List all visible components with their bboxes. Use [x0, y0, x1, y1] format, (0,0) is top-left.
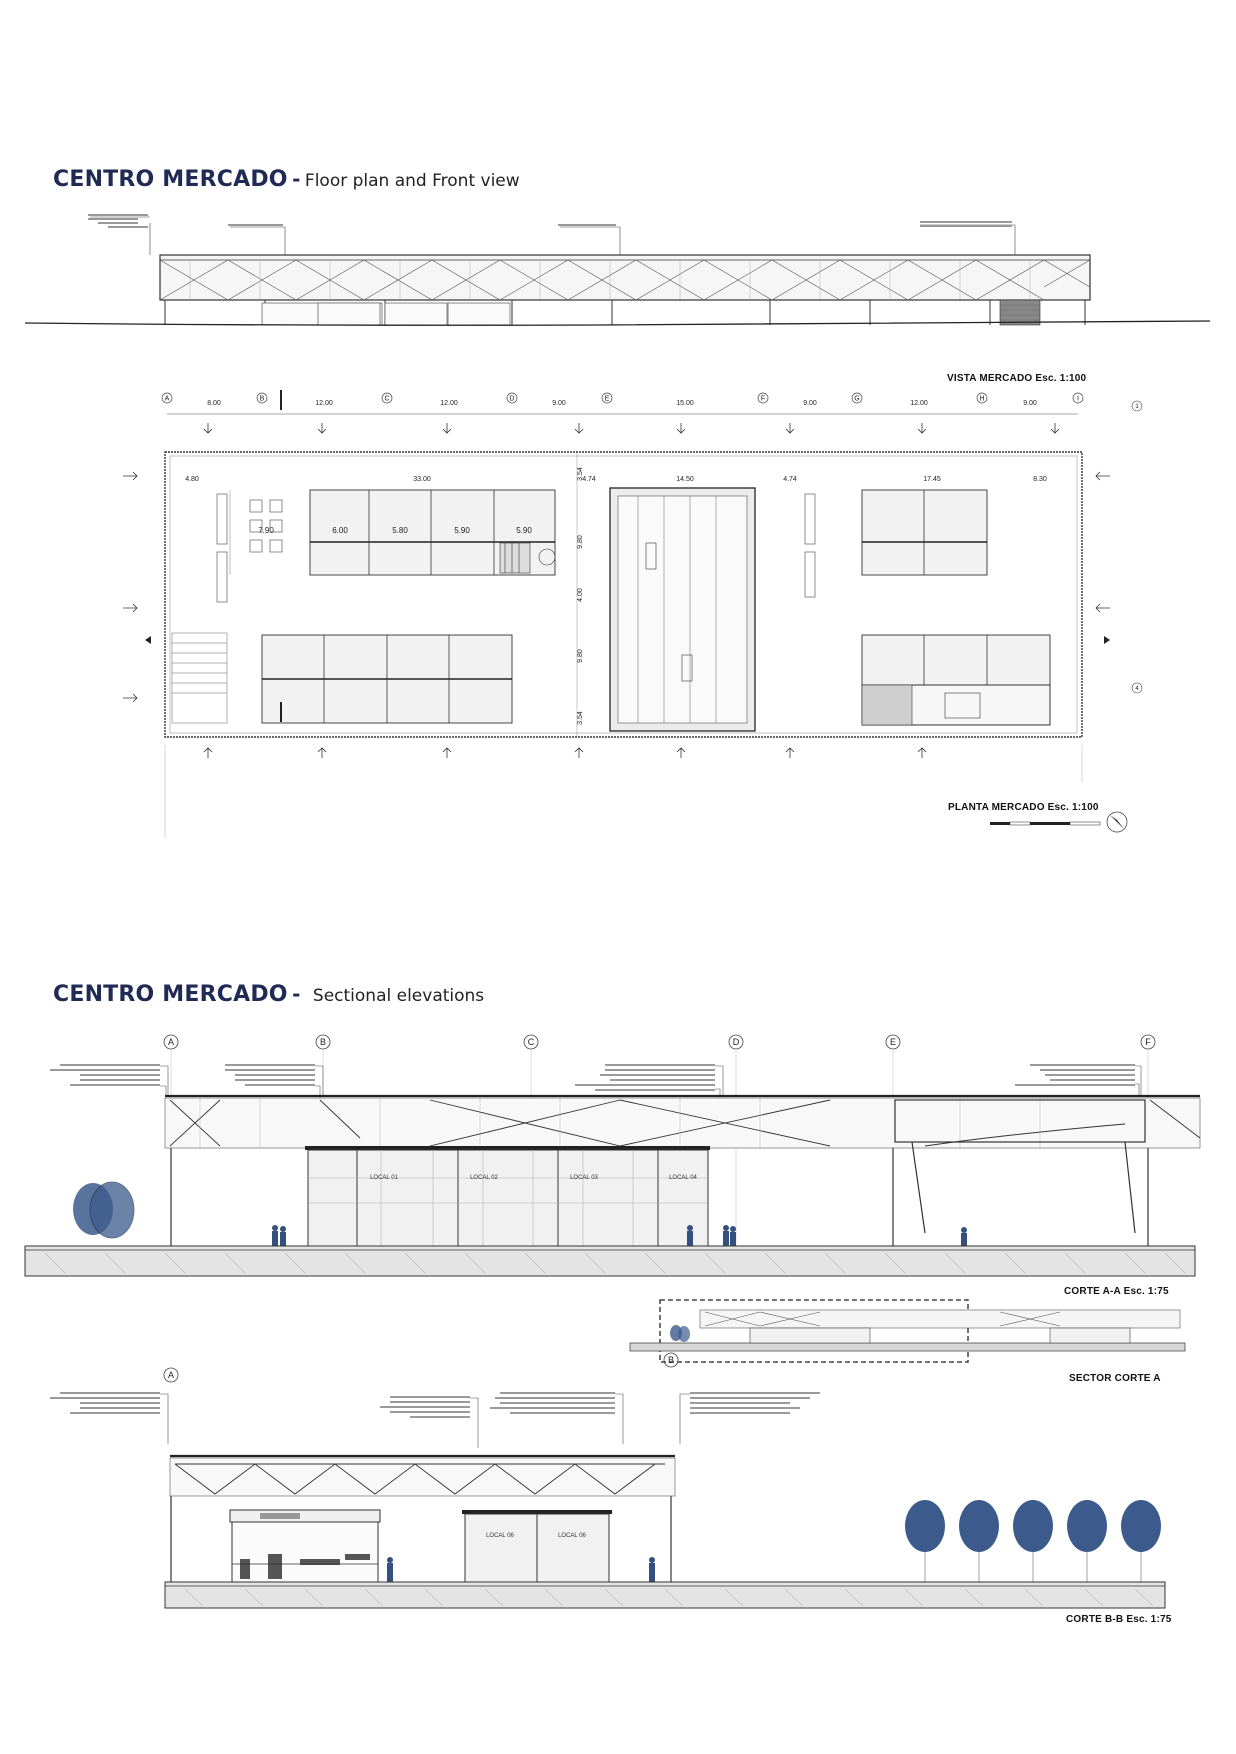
tree-icon	[959, 1500, 999, 1582]
stall-label: LOCAL 02	[470, 1175, 498, 1181]
section-heading-sections	[53, 982, 484, 1007]
vertical-dimension: 4.00	[577, 588, 584, 602]
axis-bubble	[1141, 1035, 1155, 1049]
floor-plan-drawing	[0, 390, 1236, 850]
inner-dimension: 17.45	[923, 476, 941, 483]
axis-bubble	[316, 1035, 330, 1049]
tree-icon	[905, 1500, 945, 1582]
axis-label: I	[1077, 395, 1079, 403]
axis-label: A	[167, 1037, 175, 1047]
axis-bubble	[382, 393, 392, 403]
heading-subtitle: Sectional elevations	[312, 986, 485, 1006]
axis-label: G	[854, 395, 860, 403]
plan-block-bottom-right	[862, 635, 1050, 725]
section-aa-ground	[25, 1246, 1195, 1276]
elevation-caption: VISTA MERCADO Esc. 1:100	[947, 373, 1087, 384]
row-dimension: 6.00	[332, 526, 348, 535]
axis-label: E	[604, 395, 610, 403]
inner-dimension: 33.00	[413, 476, 431, 483]
axis-bubble	[164, 1035, 178, 1049]
inner-dimension: 4.74	[783, 476, 797, 483]
heading-separator: -	[292, 982, 301, 1006]
axis-bubble	[602, 393, 612, 403]
heading-title: CENTRO MERCADO	[53, 982, 288, 1007]
person-icon	[272, 1225, 278, 1246]
vertical-dimension: 3.54	[577, 467, 584, 481]
vertical-dimension: 9.80	[577, 649, 584, 663]
tree-row	[905, 1500, 1161, 1582]
elevation-service-block	[1000, 300, 1040, 325]
section-aa-notes	[50, 1064, 1135, 1091]
person-icon	[723, 1225, 729, 1246]
axis-bubble	[507, 393, 517, 403]
vertical-dimension: 3.54	[577, 711, 584, 725]
axis-bubble	[729, 1035, 743, 1049]
heading-separator: -	[292, 167, 301, 191]
plan-caption: PLANTA MERCADO Esc. 1:100	[948, 802, 1099, 813]
axis-label: B	[319, 1037, 327, 1047]
plan-axis-row	[162, 393, 1083, 403]
span-dimension: 9.00	[552, 400, 566, 407]
stall-label: LOCAL 03	[570, 1175, 598, 1181]
axis-bubble	[1073, 393, 1083, 403]
stall-label: LOCAL 06	[486, 1533, 514, 1539]
span-dimension: 15.00	[676, 400, 694, 407]
plan-block-top-right	[805, 490, 987, 597]
plan-vertical-dimensions	[577, 467, 584, 725]
plan-row-markers	[1132, 401, 1142, 693]
person-icon	[280, 1226, 286, 1246]
section-heading-plan	[53, 167, 520, 192]
section-bb-notes	[50, 1392, 820, 1418]
axis-label: B	[667, 1355, 675, 1365]
axis-bubble	[852, 393, 862, 403]
axis-label: D	[732, 1037, 740, 1047]
plan-inner-dimensions	[185, 476, 1047, 483]
axis-bubble	[758, 393, 768, 403]
elevation-annotation-notes	[88, 214, 1012, 228]
stall-label: LOCAL 01	[370, 1175, 398, 1181]
plan-entry-arrows-top	[204, 423, 1059, 433]
plan-scale-bar	[990, 822, 1100, 825]
person-icon	[649, 1557, 655, 1582]
person-icon	[687, 1225, 693, 1246]
axis-label: C	[527, 1037, 535, 1047]
axis-bubble	[162, 393, 172, 403]
tree-icon	[1067, 1500, 1107, 1582]
inner-dimension: 8.30	[1033, 476, 1047, 483]
span-dimension: 12.00	[910, 400, 928, 407]
section-bb-caption: CORTE B-B Esc. 1:75	[1066, 1614, 1172, 1625]
axis-bubble	[257, 393, 267, 403]
tree-icon	[1013, 1500, 1053, 1582]
row-dimension: 7.90	[258, 526, 274, 535]
axis-label: B	[259, 395, 265, 403]
axis-label: A	[164, 395, 170, 403]
heading-title: CENTRO MERCADO	[53, 167, 288, 192]
axis-bubble	[886, 1035, 900, 1049]
plan-site-lines	[165, 745, 1082, 838]
span-dimension: 12.00	[315, 400, 333, 407]
plan-dining-area	[217, 490, 282, 602]
span-dimension: 9.00	[1023, 400, 1037, 407]
section-aa-canopy	[165, 1098, 1200, 1148]
axis-label: E	[889, 1037, 897, 1047]
stall-label: LOCAL 06	[558, 1533, 586, 1539]
axis-bubble	[164, 1368, 178, 1382]
section-aa-caption: CORTE A-A Esc. 1:75	[1064, 1286, 1169, 1297]
span-dimension: 12.00	[440, 400, 458, 407]
person-icon	[730, 1226, 736, 1246]
axis-label: D	[509, 395, 515, 403]
person-icon	[961, 1227, 967, 1246]
section-bb-drawing	[0, 1355, 1236, 1614]
row-marker: 4	[1135, 686, 1139, 692]
plan-span-dimensions	[207, 400, 1037, 407]
tree-icon	[73, 1182, 134, 1238]
axis-label: F	[1145, 1037, 1151, 1047]
row-marker: 1	[1135, 404, 1139, 410]
person-icon	[387, 1557, 393, 1582]
axis-bubble	[977, 393, 987, 403]
inner-dimension: 14.50	[676, 476, 694, 483]
axis-label: A	[167, 1370, 175, 1380]
axis-label: C	[384, 395, 390, 403]
axis-label: H	[979, 395, 985, 403]
plan-central-hall	[610, 488, 755, 731]
section-aa-axes	[164, 1035, 1155, 1049]
axis-bubble	[524, 1035, 538, 1049]
row-dimension: 5.80	[392, 526, 408, 535]
stall-label: LOCAL 04	[669, 1175, 697, 1181]
inner-dimension: 4.74	[582, 476, 596, 483]
plan-stairs	[172, 633, 227, 723]
plan-entry-arrows-bottom	[204, 748, 926, 758]
front-elevation-drawing	[0, 205, 1236, 350]
section-bb-stall-block	[462, 1510, 612, 1582]
north-arrow-icon	[1107, 812, 1127, 832]
sector-caption: SECTOR CORTE A	[1069, 1373, 1161, 1384]
elevation-stalls	[262, 303, 510, 325]
tree-icon	[1121, 1500, 1161, 1582]
heading-subtitle: Floor plan and Front view	[304, 171, 520, 191]
span-dimension: 8.00	[207, 400, 221, 407]
section-bb-kiosk	[230, 1510, 380, 1582]
axis-label: F	[760, 395, 766, 403]
vertical-dimension: 9.80	[577, 535, 584, 549]
tree-icon	[670, 1325, 690, 1342]
inner-dimension: 4.80	[185, 476, 199, 483]
sector-key-plan	[0, 1298, 1236, 1368]
elevation-annotation-leaders	[90, 217, 1015, 255]
plan-block-bottom-left	[262, 635, 512, 723]
section-aa-drawing	[0, 1028, 1236, 1298]
section-aa-stall-block	[305, 1146, 710, 1246]
span-dimension: 9.00	[803, 400, 817, 407]
row-dimension: 5.90	[454, 526, 470, 535]
row-dimension: 5.90	[516, 526, 532, 535]
